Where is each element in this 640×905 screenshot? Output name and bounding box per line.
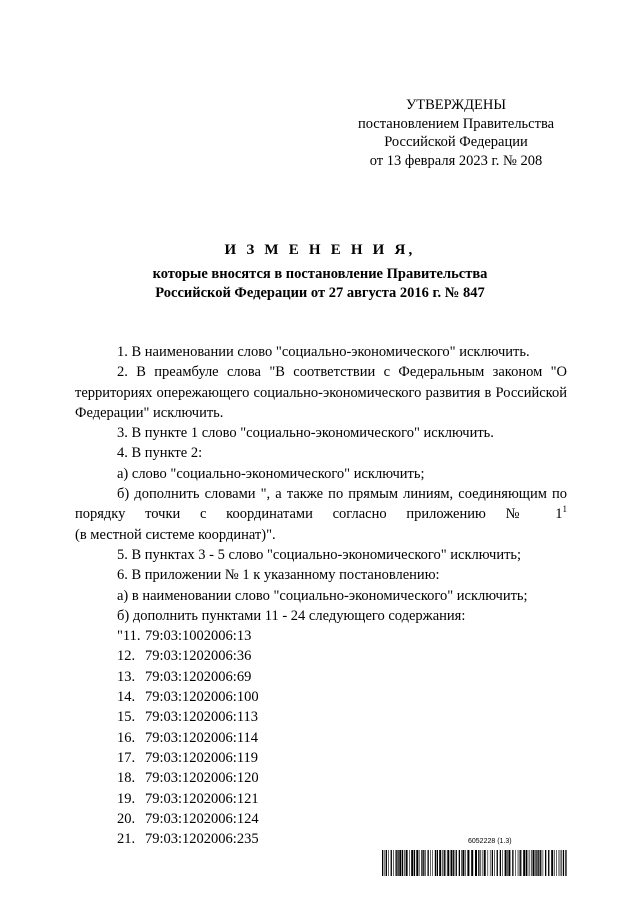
paragraph-3: 3. В пункте 1 слово "социально-экономического" исключить. — [117, 425, 494, 442]
list-item — [75, 646, 567, 666]
item-number: 21. — [117, 831, 136, 848]
approval-line-federation: Российской Федерации — [384, 134, 528, 150]
item-value: 79:03:1002006:13 — [145, 628, 252, 645]
paragraph-4b-text: б) дополнить словами ", а также по прямым линиям, соединяющим по порядку точки с координатами согласно приложению № 1 — [75, 486, 567, 523]
list-item — [75, 728, 567, 748]
approval-heading: УТВЕРЖДЕНЫ — [405, 97, 507, 113]
list-item — [75, 667, 567, 687]
approval-line-date: от 13 февраля 2023 г. № 208 — [369, 152, 543, 169]
list-item — [75, 768, 567, 788]
subtitle-line-2: Российской Федерации от 27 августа 2016 г. № 847 — [155, 285, 485, 301]
item-number: 17. — [117, 749, 136, 766]
subtitle-line-1: которые вносятся в постановление Правительства — [152, 266, 488, 282]
document-title: И З М Е Н Е Н И Я, — [224, 242, 416, 258]
approval-block — [340, 96, 572, 170]
list-item — [75, 687, 567, 707]
barcode-icon — [382, 850, 567, 876]
list-item — [75, 748, 567, 768]
document-subtitle — [0, 265, 640, 303]
paragraph-4b-end: (в местной системе координат)". — [75, 526, 276, 543]
paragraph-6a: а) в наименовании слово "социально-экономического" исключить; — [117, 587, 528, 604]
item-number: 15. — [117, 709, 136, 726]
item-number: 18. — [117, 770, 136, 787]
item-value: 79:03:1202006:121 — [145, 790, 259, 807]
paragraph-1: 1. В наименовании слово "социально-экономического" исключить. — [117, 344, 530, 360]
item-number: 14. — [117, 689, 136, 706]
list-item — [75, 707, 567, 727]
item-number: 12. — [117, 648, 136, 665]
item-value: 79:03:1202006:114 — [145, 729, 259, 746]
paragraph-6: 6. В приложении № 1 к указанному постановлению: — [117, 567, 440, 584]
item-number: "11. — [117, 628, 141, 645]
item-value: 79:03:1202006:120 — [145, 770, 259, 787]
item-value: 79:03:1202006:113 — [145, 709, 259, 726]
list-item — [75, 626, 567, 646]
approval-line-decree: постановлением Правительства — [357, 115, 555, 132]
paragraph-6b: б) дополнить пунктами 11 - 24 следующего содержания: — [117, 607, 466, 624]
list-item — [75, 789, 567, 809]
item-number: 13. — [117, 668, 136, 685]
document-body — [75, 342, 567, 849]
list-item — [75, 809, 567, 829]
item-number: 19. — [117, 790, 136, 807]
item-value: 79:03:1202006:119 — [145, 749, 259, 766]
document-number: 6052228 (1.3) — [468, 838, 512, 845]
item-value: 79:03:1202006:235 — [145, 831, 259, 848]
item-value: 79:03:1202006:36 — [145, 648, 252, 665]
paragraph-4b — [75, 484, 567, 525]
item-value: 79:03:1202006:100 — [145, 689, 259, 706]
item-number: 16. — [117, 729, 136, 746]
item-number: 20. — [117, 810, 136, 827]
paragraph-2: 2. В преамбуле слова "В соответствии с Федеральным законом "О территориях опережающего социально-экономического развития в Российской Федерации" исключить. — [75, 364, 567, 421]
footnote-mark: 1 — [562, 504, 567, 515]
paragraph-5: 5. В пунктах 3 - 5 слово "социально-экономического" исключить; — [117, 546, 522, 563]
item-value: 79:03:1202006:69 — [145, 668, 252, 685]
item-value: 79:03:1202006:124 — [145, 810, 259, 827]
paragraph-4: 4. В пункте 2: — [117, 445, 203, 462]
paragraph-4a: а) слово "социально-экономического" исключить; — [117, 465, 425, 482]
